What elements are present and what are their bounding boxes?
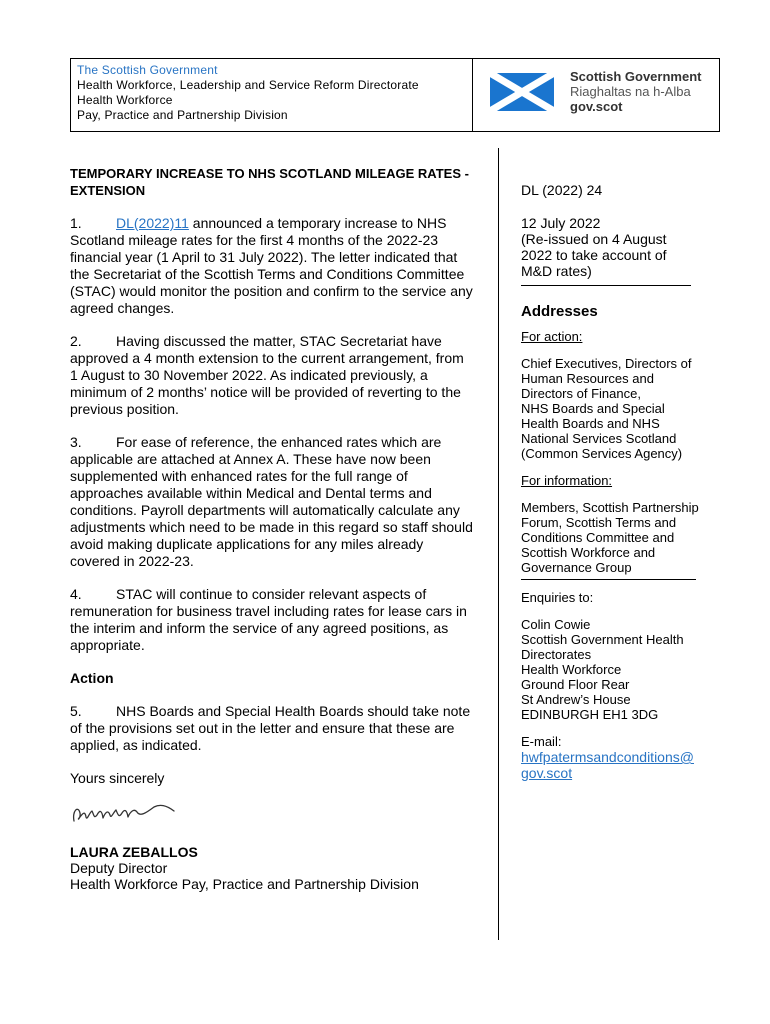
brand-gaelic: Riaghaltas na h-Alba [570,84,691,99]
contact-line: Health Workforce [521,662,622,677]
recipient-line: Health Boards and NHS [521,416,660,431]
paragraph-number: 3. [70,434,82,450]
reissue-note-line: M&D rates) [521,263,592,279]
email-link-line[interactable]: hwfpatermsandconditions@ [521,749,694,765]
sender-division: Pay, Practice and Partnership Division [77,108,288,122]
paragraph-number: 5. [70,703,82,719]
paragraph-text: announced a temporary increase to NHS Scotland mileage rates for the first 4 months of the 2022-23 financial year (1 April to 31 July 2022). The letter indicated that the Secretariat of the Scottish Terms and Conditions Committee (STAC) would monitor the position and confirm to the service any agreed changes. [70,215,473,316]
for-information-label: For information: [521,473,613,488]
signatory-role: Deputy Director [70,860,168,876]
email-label: E-mail: [521,734,562,749]
dl-reference-link[interactable]: DL(2022)11 [116,215,189,231]
paragraph-5 [70,703,474,754]
for-action-recipients [521,356,711,461]
paragraph-text: For ease of reference, the enhanced rates which are applicable are attached at Annex A. These have now been supplemented with enhanced rates for the full range of approaches available within Medical and Dental terms and conditions. Payroll departments will automatically calculate any adjustments which need to be made in this regard so staff should avoid making duplicate applications for any miles already covered in 2022-23. [70,434,473,569]
contact-line: Scottish Government Health [521,632,684,647]
recipient-line: Members, Scottish Partnership [521,500,699,515]
contact-name: Colin Cowie [521,617,591,632]
contact-address [521,617,711,722]
paragraph-number: 2. [70,333,82,349]
contact-line: Ground Floor Rear [521,677,630,692]
paragraph-2 [70,333,474,418]
sender-block [71,59,473,131]
paragraph-1 [70,215,474,317]
handwritten-signature [70,791,190,831]
contact-line: Directorates [521,647,592,662]
recipient-line: Conditions Committee and [521,530,675,545]
letterhead [70,58,720,132]
paragraph-text: Having discussed the matter, STAC Secretariat have approved a 4 month extension to the current arrangement, from 1 August to 30 November 2022. As indicated previously, a minimum of 2 months’ notice will be provided of reverting to the previous position. [70,333,464,417]
for-action-label: For action: [521,329,583,344]
recipient-line: (Common Services Agency) [521,446,683,461]
recipient-line: National Services Scotland [521,431,677,446]
recipient-line: NHS Boards and Special [521,401,665,416]
saltire-flag-icon [490,73,554,111]
closing-salutation: Yours sincerely [70,770,165,786]
recipient-line: Human Resources and [521,371,654,386]
brand-website: gov.scot [570,99,623,114]
email-link[interactable] [521,749,711,781]
separator-line [521,579,696,580]
separator-line [521,285,691,286]
paragraph-3 [70,434,474,570]
reissue-note-line: 2022 to take account of [521,247,667,263]
contact-line: EDINBURGH EH1 3DG [521,707,659,722]
sender-org: The Scottish Government [77,63,218,77]
letter-title: TEMPORARY INCREASE TO NHS SCOTLAND MILEAGE RATES - EXTENSION [70,166,469,198]
paragraph-text: STAC will continue to consider relevant aspects of remuneration for business travel including rates for lease cars in the interim and inform the service of any agreed positions, as appropriate. [70,586,467,653]
signatory-name: LAURA ZEBALLOS [70,844,198,860]
paragraph-number: 4. [70,586,82,602]
paragraph-text: NHS Boards and Special Health Boards should take note of the provisions set out in the letter and ensure that these are applied, as indicated. [70,703,471,753]
enquiries-label: Enquiries to: [521,590,594,605]
recipient-line: Scottish Workforce and [521,545,656,560]
addresses-heading: Addresses [521,303,598,320]
issue-date [521,215,711,279]
signatory-division: Health Workforce Pay, Practice and Partnership Division [70,876,419,892]
recipient-line: Governance Group [521,560,632,575]
reissue-note-line: (Re-issued on 4 August [521,231,667,247]
paragraph-4 [70,586,474,654]
contact-line: St Andrew’s House [521,692,631,707]
sender-directorate: Health Workforce, Leadership and Service Reform Directorate [77,78,419,92]
recipient-line: Forum, Scottish Terms and [521,515,677,530]
paragraph-number: 1. [70,215,82,231]
signature-block [70,844,419,892]
issue-date-line: 12 July 2022 [521,215,601,231]
sender-department: Health Workforce [77,93,173,107]
email-link-line[interactable]: gov.scot [521,765,573,781]
letter-body [70,165,474,831]
brand-english: Scottish Government [570,69,702,84]
recipient-line: Directors of Finance, [521,386,641,401]
logo-area [473,59,719,131]
action-heading: Action [70,670,114,686]
recipient-line: Chief Executives, Directors of [521,356,692,371]
brand-text [570,69,701,114]
sidebar [521,183,711,781]
column-divider [498,148,499,940]
dl-reference: DL (2022) 24 [521,182,603,198]
for-information-recipients [521,500,711,575]
